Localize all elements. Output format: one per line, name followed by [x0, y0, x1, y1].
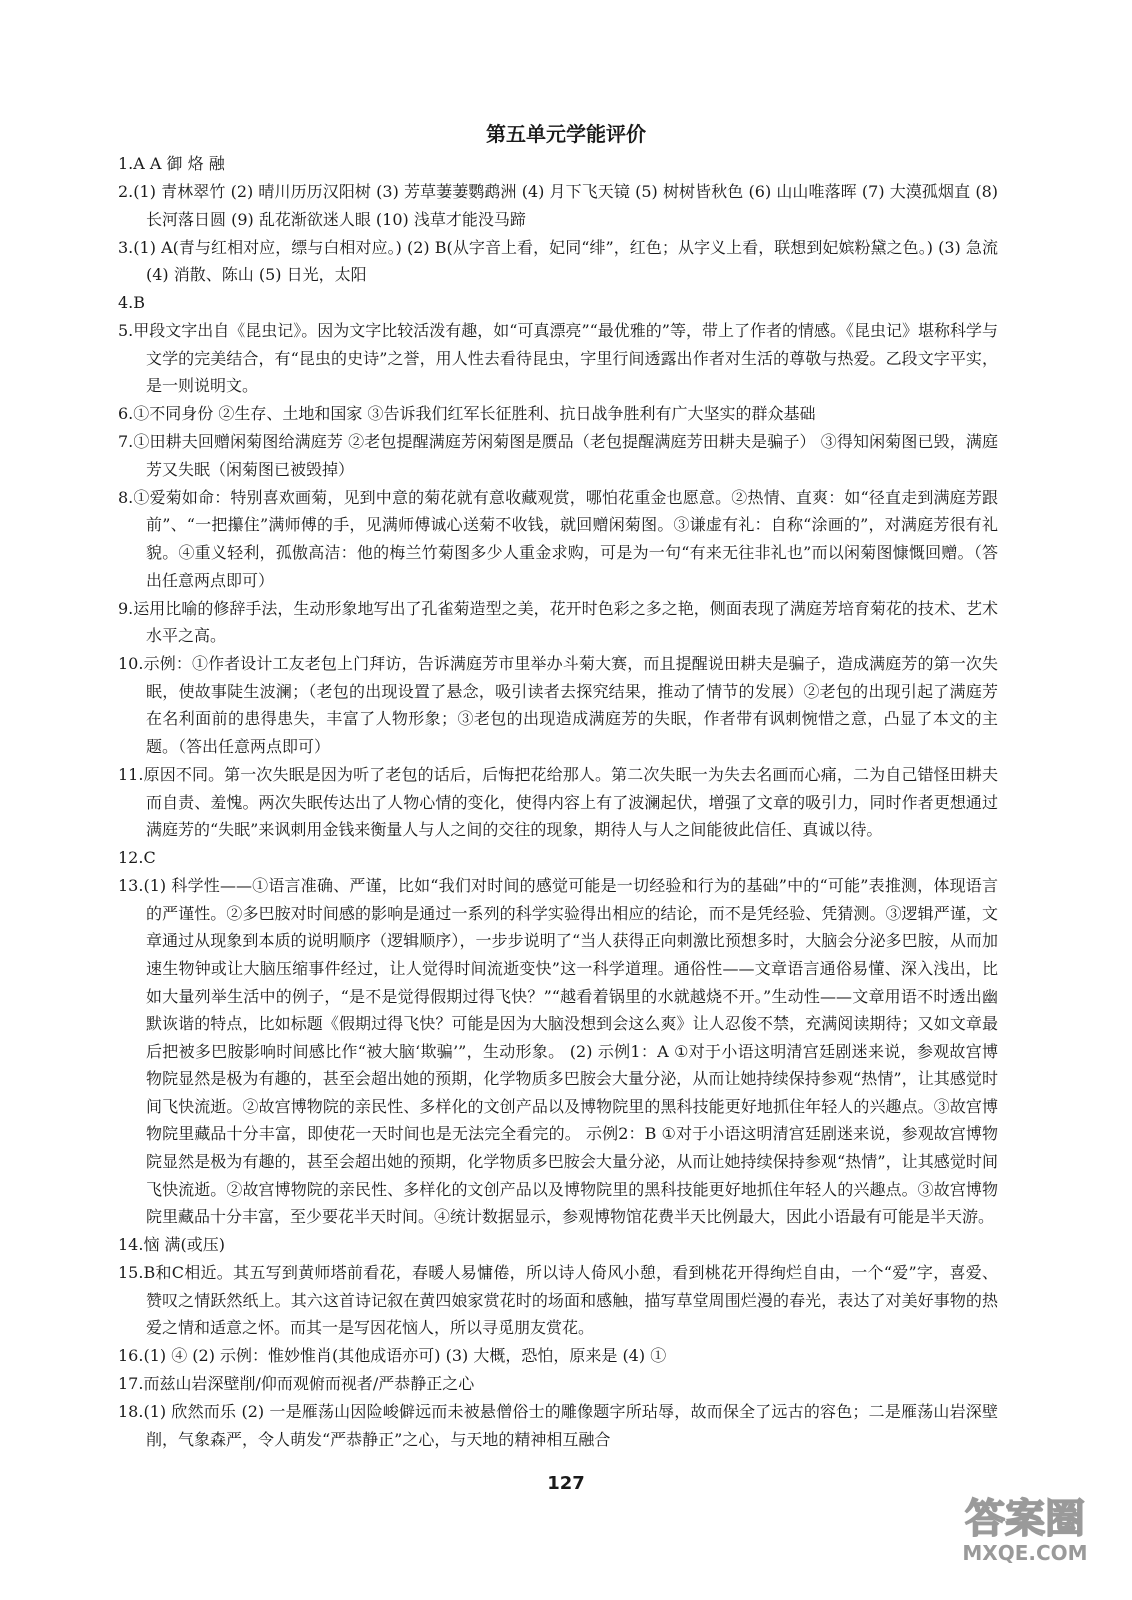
answer-item-7: 7.①田耕夫回赠闲菊图给满庭芳 ②老包提醒满庭芳闲菊图是赝品（老包提醒满庭芳田耕夫是骗子） ③得知闲菊图已毁，满庭芳又失眠（闲菊图已被毁掉）	[118, 432, 998, 479]
answer-item-15: 15.B和C相近。其五写到黄师塔前看花，春暖人易慵倦，所以诗人倚风小憩，看到桃花开得绚烂自由，一个“爱”字，喜爱、赞叹之情跃然纸上。其六这首诗记叙在黄四娘家赏花时的场面和感触，描写草堂周围烂漫的春光，表达了对美好事物的热爱之情和适意之怀。而其一是写因花恼人，所以寻觅朋友赏花。	[118, 1263, 998, 1338]
answer-item-2: 2.(1) 青林翠竹 (2) 晴川历历汉阳树 (3) 芳草萋萋鹦鹉洲 (4) 月下飞天镜 (5) 树树皆秋色 (6) 山山唯落晖 (7) 大漠孤烟直 (8) 长河落日圆 (9) 乱花渐欲迷人眼 (10) 浅草才能没马蹄	[118, 181, 998, 229]
answer-item-16: 16.(1) ④ (2) 示例：惟妙惟肖(其他成语亦可) (3) 大概，恐怕，原来是 (4) ①	[118, 1346, 667, 1366]
answer-item-14: 14.恼 满(或压)	[118, 1235, 226, 1255]
answer-item-17: 17.而兹山岩深壁削/仰而观俯而视者/严恭静正之心	[118, 1374, 475, 1394]
answer-list	[118, 150, 998, 1454]
answer-item-10: 10.示例：①作者设计工友老包上门拜访，告诉满庭芳市里举办斗菊大赛，而且提醒说田耕夫是骗子，造成满庭芳的第一次失眠，使故事陡生波澜；（老包的出现设置了悬念，吸引读者去探究结果，推动了情节的发展）②老包的出现引起了满庭芳在名利面前的患得患失，丰富了人物形象；③老包的出现造成满庭芳的失眠，作者带有讽刺惋惜之意，凸显了本文的主题。（答出任意两点即可）	[118, 654, 998, 756]
answer-item-5: 5.甲段文字出自《昆虫记》。因为文字比较活泼有趣，如“可真漂亮”“最优雅的”等，带上了作者的情感。《昆虫记》堪称科学与文学的完美结合，有“昆虫的史诗”之誉，用人性去看待昆虫，字里行间透露出作者对生活的尊敬与热爱。乙段文字平实，是一则说明文。	[118, 321, 998, 396]
answer-item-8: 8.①爱菊如命：特别喜欢画菊，见到中意的菊花就有意收藏观赏，哪怕花重金也愿意。②热情、直爽：如“径直走到满庭芳跟前”、“一把攥住”满师傅的手，见满师傅诚心送菊不收钱，就回赠闲菊图。③谦虚有礼：自称“涂画的”，对满庭芳很有礼貌。④重义轻利，孤傲高洁：他的梅兰竹菊图多少人重金求购，可是为一句“有来无往非礼也”而以闲菊图慷慨回赠。（答出任意两点即可）	[118, 487, 998, 590]
page-number: 127	[547, 1473, 585, 1494]
answer-item-12: 12.C	[118, 848, 156, 868]
answer-item-4: 4.B	[118, 293, 146, 313]
answer-item-9: 9.运用比喻的修辞手法，生动形象地写出了孔雀菊造型之美，花开时色彩之多之艳，侧面表现了满庭芳培育菊花的技术、艺术水平之高。	[118, 598, 998, 646]
answer-item-1: 1.A A 御 烙 融	[118, 154, 225, 173]
answer-item-18: 18.(1) 欣然而乐 (2) 一是雁荡山因险峻僻远而未被悬僧俗士的雕像题字所玷辱，故而保全了远古的容色；二是雁荡山岩深壁削，气象森严，令人萌发“严恭静正”之心，与天地的精神相互融合	[118, 1402, 998, 1449]
answer-item-11: 11.原因不同。第一次失眠是因为听了老包的话后，后悔把花给那人。第二次失眠一为失去名画而心痛，二为自己错怪田耕夫而自责、羞愧。两次失眠传达出了人物心情的变化，使得内容上有了波澜起伏，增强了文章的吸引力，同时作者更想通过满庭芳的“失眠”来讽刺用金钱来衡量人与人之间的交往的现象，期待人与人之间能彼此信任、真诚以待。	[118, 764, 998, 840]
page-title: 第五单元学能评价	[486, 122, 646, 146]
answer-item-13: 13.(1) 科学性——①语言准确、严谨，比如“我们对时间的感觉可能是一切经验和行为的基础”中的“可能”表推测，体现语言的严谨性。②多巴胺对时间感的影响是通过一系列的科学实验得出相应的结论，而不是凭经验、凭猜测。③逻辑严谨，文章通过从现象到本质的说明顺序（逻辑顺序），一步步说明了“当人获得正向刺激比预想多时，大脑会分泌多巴胺，从而加速生物钟或让大脑压缩事件经过，让人觉得时间流逝变快”这一科学道理。通俗性——文章语言通俗易懂、深入浅出，比如大量列举生活中的例子，“是不是觉得假期过得飞快？”“越看着锅里的水就越烧不开。”生动性——文章用语不时透出幽默诙谐的特点，比如标题《假期过得飞快？可能是因为大脑没想到会这么爽》让人忍俊不禁，充满阅读期待；又如文章最后把被多巴胺影响时间感比作“被大脑‘欺骗’”，生动形象。 (2) 示例1：A ①对于小语这明清宫廷剧迷来说，参观故宫博物院显然是极为有趣的，甚至会超出她的预期，化学物质多巴胺会大量分泌，从而让她持续保持参观“热情”，让其感觉时间飞快流逝。②故宫博物院的亲民性、多样化的文创产品以及博物院里的黑科技能更好地抓住年轻人的兴趣点。③故宫博物院里藏品十分丰富，即使花一天时间也是无法完全看完的。 示例2：B ①对于小语这明清宫廷剧迷来说，参观故宫博物院显然是极为有趣的，甚至会超出她的预期，化学物质多巴胺会大量分泌，从而让她持续保持参观“热情”，让其感觉时间飞快流逝。②故宫博物院的亲民性、多样化的文创产品以及博物院里的黑科技能更好地抓住年轻人的兴趣点。③故宫博物院里藏品十分丰富，至少要花半天时间。④统计数据显示，参观博物馆花费半天比例最大，因此小语最有可能是半天游。	[118, 876, 998, 1227]
answer-item-6: 6.①不同身份 ②生存、土地和国家 ③告诉我们红军长征胜利、抗日战争胜利有广大坚实的群众基础	[118, 404, 816, 424]
site-watermark-logo	[950, 1488, 1100, 1566]
watermark-logo-text: 答案圈	[965, 1496, 1085, 1542]
watermark-site-text: MXQE.COM	[962, 1541, 1088, 1565]
answer-item-3: 3.(1) A(青与红相对应，缥与白相对应。) (2) B(从字音上看，妃同“绯”，红色；从字义上看，联想到妃嫔粉黛之色。) (3) 急流 (4) 消散、陈山 (5) 日光，太阳	[118, 237, 998, 285]
